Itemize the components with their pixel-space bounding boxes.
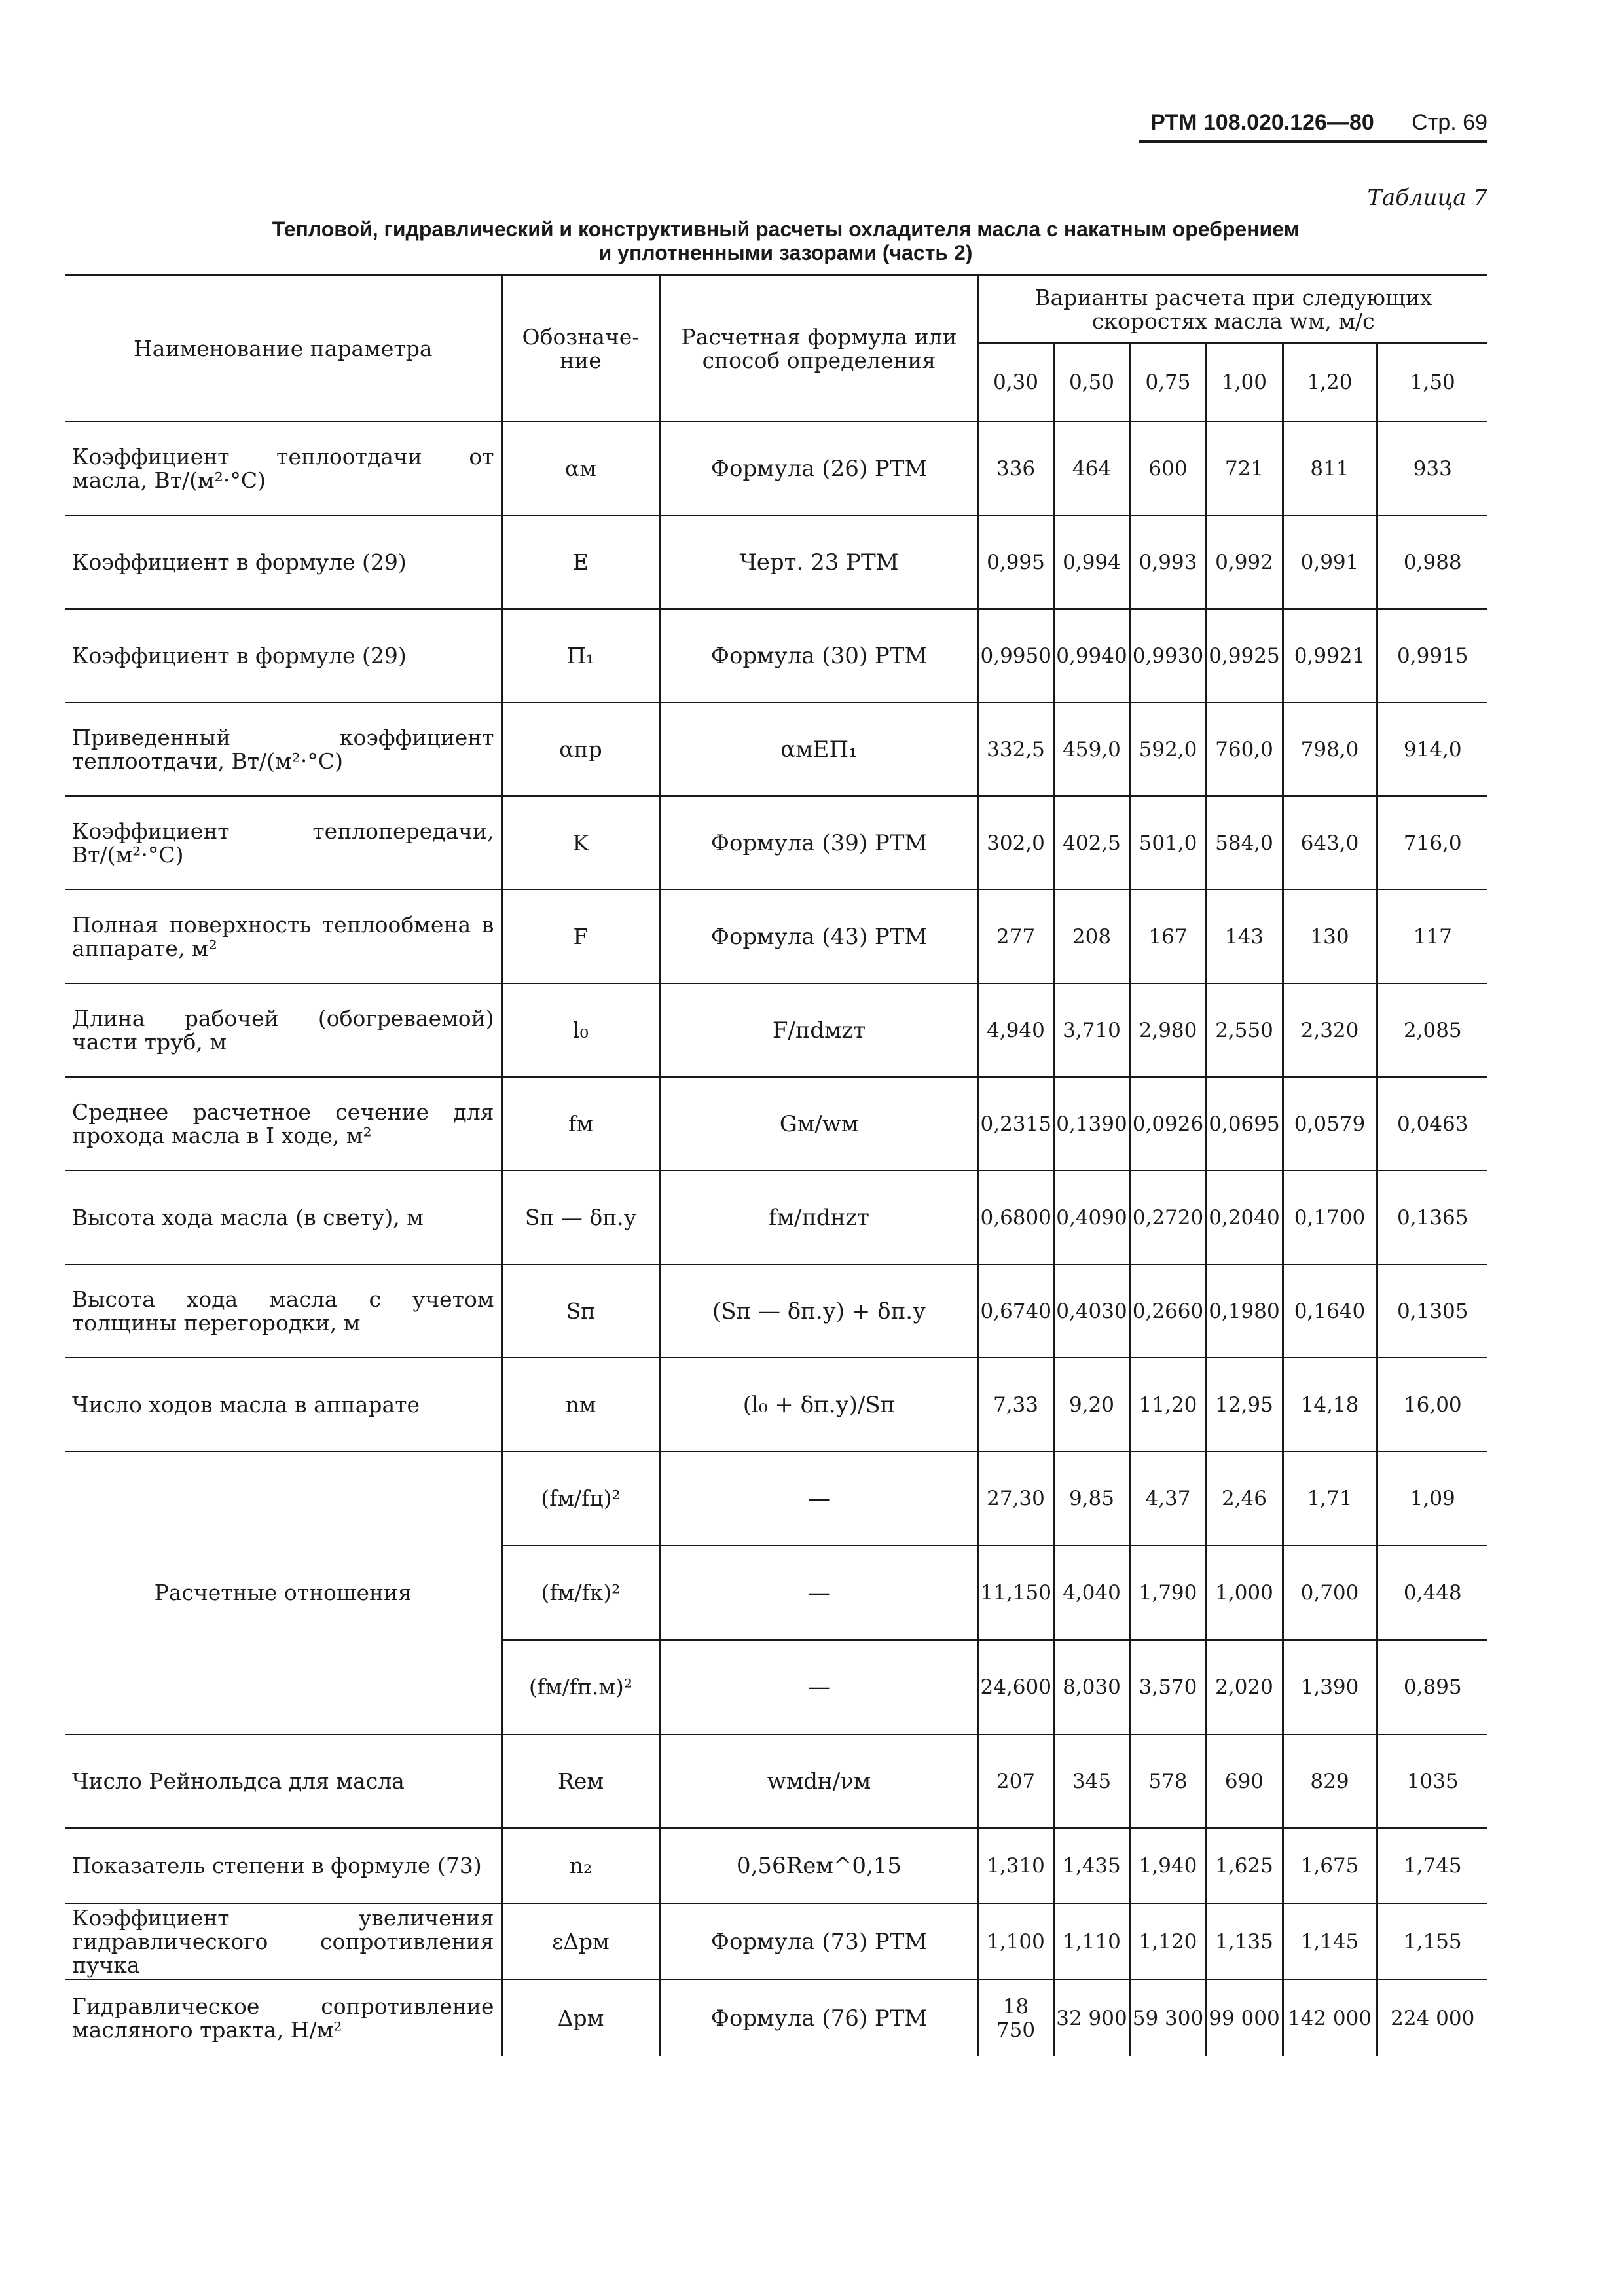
value-cell: 643,0 (1283, 796, 1377, 890)
value-cell: 336 (978, 422, 1053, 515)
table-row (65, 1358, 1487, 1451)
value-cell: 59 300 (1130, 1980, 1206, 2056)
value-cell: 2,980 (1130, 983, 1206, 1077)
value-cell: 0,1365 (1377, 1171, 1487, 1264)
col-header-variants: Варианты расчета при следующих скоростях масла wм, м/с (978, 275, 1487, 343)
param-name: Коэффициент увеличения гидравлического сопротивления пучка (65, 1904, 501, 1980)
page-number: Стр. 69 (1412, 110, 1487, 135)
value-cell: 12,95 (1206, 1358, 1283, 1451)
speed-header: 0,50 (1053, 343, 1130, 422)
param-symbol: εΔpм (501, 1904, 660, 1980)
param-symbol: Sп (501, 1264, 660, 1358)
value-cell: 1,625 (1206, 1828, 1283, 1904)
value-cell: 798,0 (1283, 702, 1377, 796)
value-cell: 0,2660 (1130, 1264, 1206, 1358)
value-cell: 1,000 (1206, 1546, 1283, 1640)
value-cell: 402,5 (1053, 796, 1130, 890)
param-symbol: l₀ (501, 983, 660, 1077)
param-name: Полная поверхность теплообмена в аппарате, м² (65, 890, 501, 983)
value-cell: 0,6740 (978, 1264, 1053, 1358)
value-cell: 130 (1283, 890, 1377, 983)
col-header-formula: Расчетная формула или способ определения (660, 275, 978, 422)
value-cell: 1,100 (978, 1904, 1053, 1980)
value-cell: 0,9925 (1206, 609, 1283, 702)
table-row (65, 1171, 1487, 1264)
value-cell: 1,145 (1283, 1904, 1377, 1980)
value-cell: 0,993 (1130, 515, 1206, 609)
param-symbol: n₂ (501, 1828, 660, 1904)
value-cell: 1,120 (1130, 1904, 1206, 1980)
value-cell: 0,988 (1377, 515, 1487, 609)
table-row (65, 983, 1487, 1077)
ratio-group-name: Расчетные отношения (65, 1451, 501, 1734)
value-cell: 600 (1130, 422, 1206, 515)
table-row (65, 796, 1487, 890)
param-symbol: F (501, 890, 660, 983)
value-cell: 14,18 (1283, 1358, 1377, 1451)
value-cell: 1,135 (1206, 1904, 1283, 1980)
param-name: Коэффициент теплопередачи, Вт/(м²·°С) (65, 796, 501, 890)
param-formula: Черт. 23 РТМ (660, 515, 978, 609)
speed-header: 1,20 (1283, 343, 1377, 422)
value-cell: 207 (978, 1734, 1053, 1828)
param-formula: 0,56Reм^0,15 (660, 1828, 978, 1904)
param-name: Число ходов масла в аппарате (65, 1358, 501, 1451)
value-cell: 3,570 (1130, 1640, 1206, 1734)
param-name: Среднее расчетное сечение для прохода масла в I ходе, м² (65, 1077, 501, 1171)
value-cell: 142 000 (1283, 1980, 1377, 2056)
value-cell: 1035 (1377, 1734, 1487, 1828)
param-name: Высота хода масла (в свету), м (65, 1171, 501, 1264)
value-cell: 0,0926 (1130, 1077, 1206, 1171)
value-cell: 9,85 (1053, 1451, 1130, 1546)
param-formula: — (660, 1640, 978, 1734)
value-cell: 0,2040 (1206, 1171, 1283, 1264)
page-header (1150, 110, 1487, 136)
value-cell: 1,675 (1283, 1828, 1377, 1904)
value-cell: 0,1305 (1377, 1264, 1487, 1358)
param-formula: Формула (73) РТМ (660, 1904, 978, 1980)
value-cell: 0,2315 (978, 1077, 1053, 1171)
value-cell: 0,9930 (1130, 609, 1206, 702)
param-symbol: (fм/fп.м)² (501, 1640, 660, 1734)
speed-header: 0,30 (978, 343, 1053, 422)
speed-header: 1,50 (1377, 343, 1487, 422)
speed-header: 1,00 (1206, 343, 1283, 422)
value-cell: 9,20 (1053, 1358, 1130, 1451)
value-cell: 1,390 (1283, 1640, 1377, 1734)
param-symbol: nм (501, 1358, 660, 1451)
value-cell: 760,0 (1206, 702, 1283, 796)
value-cell: 501,0 (1130, 796, 1206, 890)
value-cell: 4,040 (1053, 1546, 1130, 1640)
value-cell: 1,745 (1377, 1828, 1487, 1904)
value-cell: 32 900 (1053, 1980, 1130, 2056)
value-cell: 0,0695 (1206, 1077, 1283, 1171)
param-name: Коэффициент теплоотдачи от масла, Вт/(м²·°С) (65, 422, 501, 515)
table-row (65, 1264, 1487, 1358)
value-cell: 2,085 (1377, 983, 1487, 1077)
param-name: Приведенный коэффициент теплоотдачи, Вт/(м²·°С) (65, 702, 501, 796)
value-cell: 16,00 (1377, 1358, 1487, 1451)
table-row (65, 609, 1487, 702)
value-cell: 459,0 (1053, 702, 1130, 796)
value-cell: 4,940 (978, 983, 1053, 1077)
value-cell: 829 (1283, 1734, 1377, 1828)
value-cell: 1,790 (1130, 1546, 1206, 1640)
value-cell: 721 (1206, 422, 1283, 515)
table-row (65, 1077, 1487, 1171)
value-cell: 0,700 (1283, 1546, 1377, 1640)
value-cell: 914,0 (1377, 702, 1487, 796)
value-cell: 302,0 (978, 796, 1053, 890)
value-cell: 1,110 (1053, 1904, 1130, 1980)
value-cell: 0,995 (978, 515, 1053, 609)
value-cell: 3,710 (1053, 983, 1130, 1077)
value-cell: 11,150 (978, 1546, 1053, 1640)
value-cell: 0,2720 (1130, 1171, 1206, 1264)
col-header-param: Наименование параметра (65, 275, 501, 422)
value-cell: 1,155 (1377, 1904, 1487, 1980)
param-name: Высота хода масла с учетом толщины перегородки, м (65, 1264, 501, 1358)
value-cell: 2,46 (1206, 1451, 1283, 1546)
value-cell: 690 (1206, 1734, 1283, 1828)
param-formula: — (660, 1546, 978, 1640)
param-name: Показатель степени в формуле (73) (65, 1828, 501, 1904)
value-cell: 0,448 (1377, 1546, 1487, 1640)
value-cell: 99 000 (1206, 1980, 1283, 2056)
table-row (65, 702, 1487, 796)
value-cell: 0,1700 (1283, 1171, 1377, 1264)
value-cell: 0,994 (1053, 515, 1130, 609)
param-name: Гидравлическое сопротивление масляного тракта, Н/м² (65, 1980, 501, 2056)
value-cell: 117 (1377, 890, 1487, 983)
value-cell: 2,320 (1283, 983, 1377, 1077)
param-formula: F/πdмzт (660, 983, 978, 1077)
value-cell: 464 (1053, 422, 1130, 515)
document-code: РТМ 108.020.126—80 (1150, 110, 1374, 135)
value-cell: 0,0579 (1283, 1077, 1377, 1171)
table-row (65, 515, 1487, 609)
value-cell: 0,895 (1377, 1640, 1487, 1734)
value-cell: 0,1980 (1206, 1264, 1283, 1358)
value-cell: 0,991 (1283, 515, 1377, 609)
param-symbol: αпр (501, 702, 660, 796)
table-row (65, 1451, 1487, 1546)
table-row (65, 1980, 1487, 2056)
param-name: Коэффициент в формуле (29) (65, 515, 501, 609)
value-cell: 4,37 (1130, 1451, 1206, 1546)
value-cell: 0,9915 (1377, 609, 1487, 702)
value-cell: 24,600 (978, 1640, 1053, 1734)
value-cell: 2,550 (1206, 983, 1283, 1077)
param-symbol: Reм (501, 1734, 660, 1828)
table-row (65, 422, 1487, 515)
param-formula: — (660, 1451, 978, 1546)
param-formula: fм/πdнzт (660, 1171, 978, 1264)
value-cell: 0,4090 (1053, 1171, 1130, 1264)
value-cell: 716,0 (1377, 796, 1487, 890)
param-formula: Gм/wм (660, 1077, 978, 1171)
param-symbol: Δpм (501, 1980, 660, 2056)
value-cell: 0,992 (1206, 515, 1283, 609)
table-caption (65, 217, 1506, 264)
value-cell: 0,9940 (1053, 609, 1130, 702)
value-cell: 167 (1130, 890, 1206, 983)
value-cell: 1,71 (1283, 1451, 1377, 1546)
value-cell: 811 (1283, 422, 1377, 515)
param-name: Длина рабочей (обогреваемой) части труб, м (65, 983, 501, 1077)
value-cell: 578 (1130, 1734, 1206, 1828)
value-cell: 1,435 (1053, 1828, 1130, 1904)
table-row (65, 1828, 1487, 1904)
col-header-symbol: Обозначе- ние (501, 275, 660, 422)
param-symbol: П₁ (501, 609, 660, 702)
value-cell: 1,09 (1377, 1451, 1487, 1546)
value-cell: 332,5 (978, 702, 1053, 796)
data-table (65, 274, 1487, 2056)
value-cell: 0,1640 (1283, 1264, 1377, 1358)
value-cell: 0,4030 (1053, 1264, 1130, 1358)
param-symbol: (fм/fк)² (501, 1546, 660, 1640)
value-cell: 345 (1053, 1734, 1130, 1828)
caption-line-2: и уплотненными зазорами (часть 2) (598, 241, 973, 264)
value-cell: 7,33 (978, 1358, 1053, 1451)
param-symbol: (fм/fц)² (501, 1451, 660, 1546)
param-formula: Формула (30) РТМ (660, 609, 978, 702)
value-cell: 592,0 (1130, 702, 1206, 796)
value-cell: 0,9921 (1283, 609, 1377, 702)
value-cell: 143 (1206, 890, 1283, 983)
param-formula: αмEП₁ (660, 702, 978, 796)
value-cell: 2,020 (1206, 1640, 1283, 1734)
value-cell: 27,30 (978, 1451, 1053, 1546)
param-formula: Формула (26) РТМ (660, 422, 978, 515)
caption-line-1: Тепловой, гидравлический и конструктивный расчеты охладителя масла с накатным оребрением (272, 217, 1300, 241)
param-formula: (l₀ + δп.у)/Sп (660, 1358, 978, 1451)
value-cell: 11,20 (1130, 1358, 1206, 1451)
value-cell: 224 000 (1377, 1980, 1487, 2056)
param-formula: Формула (43) РТМ (660, 890, 978, 983)
table-row (65, 890, 1487, 983)
table-row (65, 1734, 1487, 1828)
param-formula: Формула (39) РТМ (660, 796, 978, 890)
value-cell: 584,0 (1206, 796, 1283, 890)
param-formula: wмdн/νм (660, 1734, 978, 1828)
table-number: Таблица 7 (1367, 185, 1487, 211)
param-name: Коэффициент в формуле (29) (65, 609, 501, 702)
value-cell: 0,0463 (1377, 1077, 1487, 1171)
value-cell: 0,1390 (1053, 1077, 1130, 1171)
param-symbol: E (501, 515, 660, 609)
header-rule (1139, 140, 1487, 143)
param-symbol: fм (501, 1077, 660, 1171)
param-symbol: αм (501, 422, 660, 515)
param-formula: Формула (76) РТМ (660, 1980, 978, 2056)
value-cell: 1,310 (978, 1828, 1053, 1904)
value-cell: 208 (1053, 890, 1130, 983)
value-cell: 933 (1377, 422, 1487, 515)
value-cell: 0,9950 (978, 609, 1053, 702)
value-cell: 1,940 (1130, 1828, 1206, 1904)
value-cell: 0,6800 (978, 1171, 1053, 1264)
value-cell: 8,030 (1053, 1640, 1130, 1734)
table-row (65, 1904, 1487, 1980)
param-name: Число Рейнольдса для масла (65, 1734, 501, 1828)
value-cell: 277 (978, 890, 1053, 983)
param-symbol: K (501, 796, 660, 890)
value-cell: 18 750 (978, 1980, 1053, 2056)
param-formula: (Sп — δп.у) + δп.у (660, 1264, 978, 1358)
speed-header: 0,75 (1130, 343, 1206, 422)
param-symbol: Sп — δп.у (501, 1171, 660, 1264)
